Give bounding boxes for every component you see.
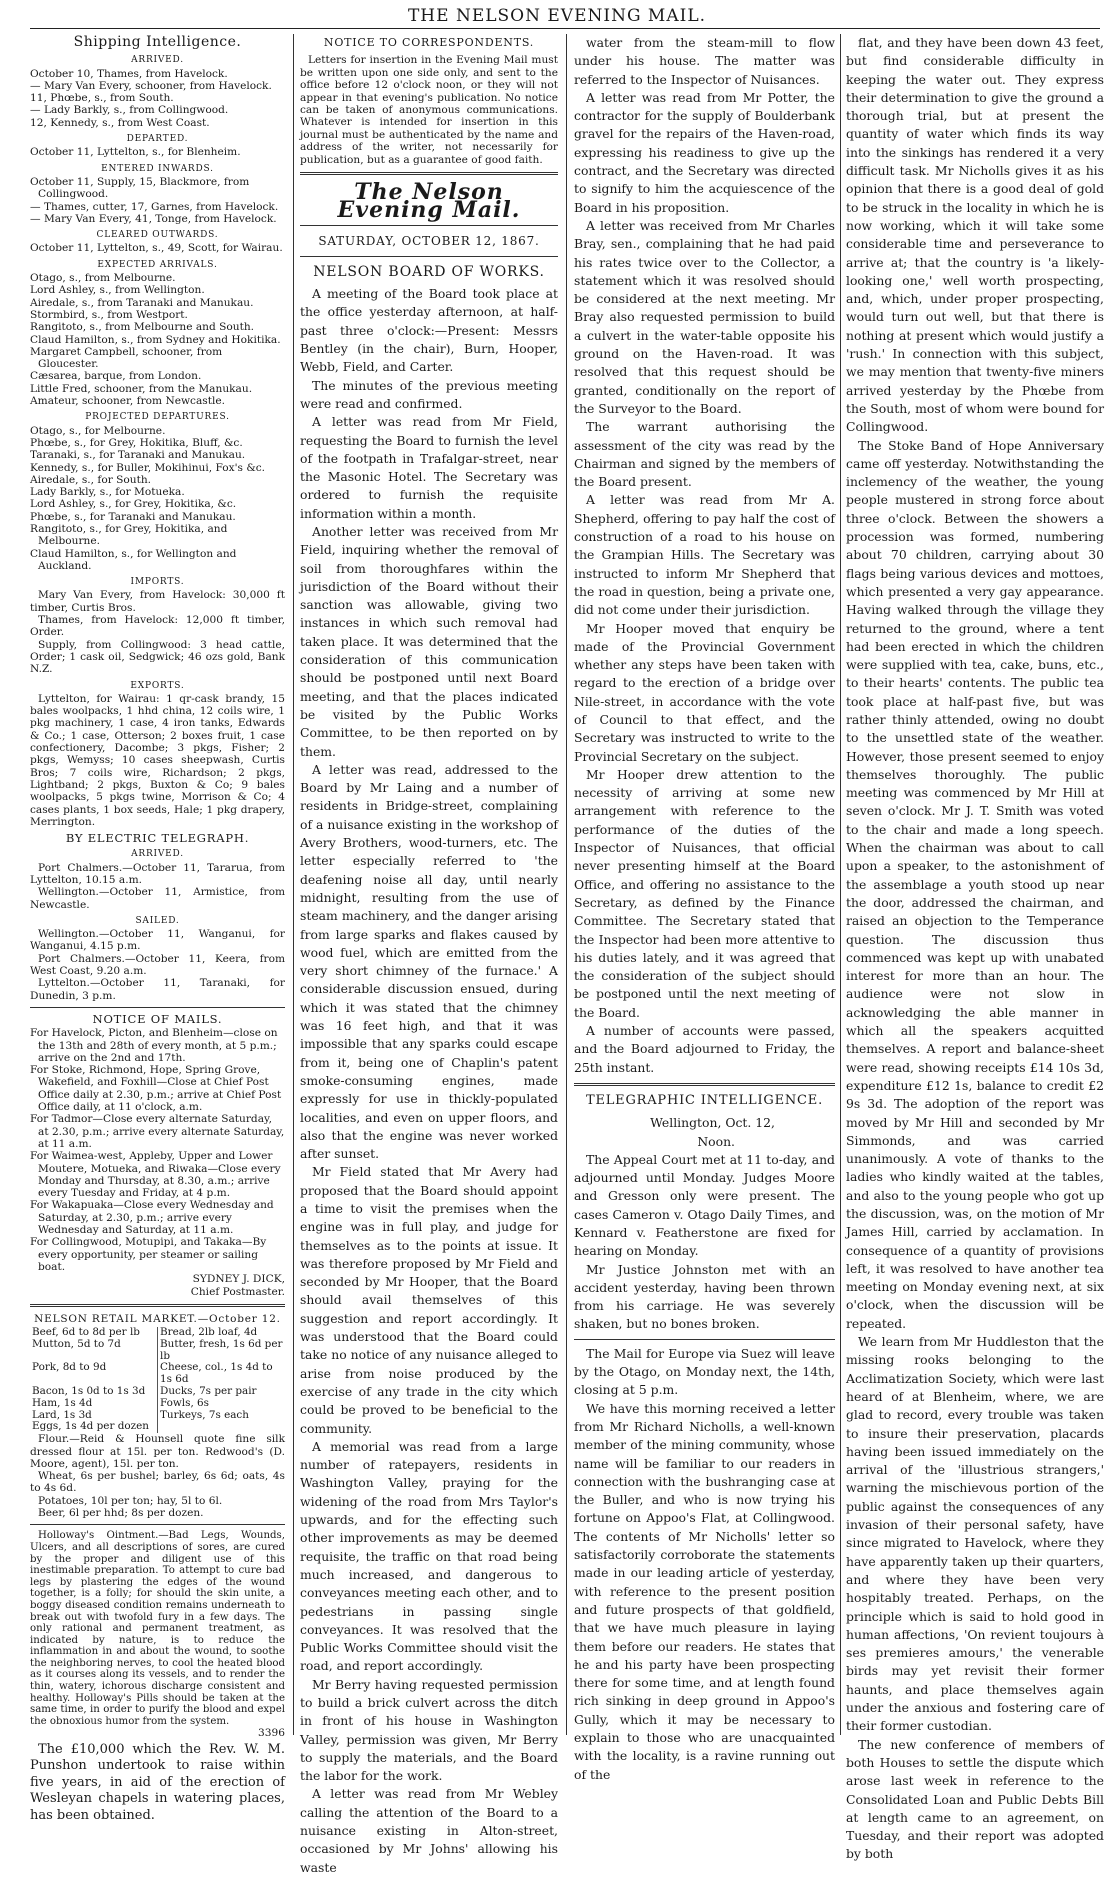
shipping-entry: Phœbe, s., for Grey, Hokitika, Bluff, &c. <box>30 436 243 449</box>
article-paragraph: A letter was read from Mr Field, requesting the Board to furnish the level of the footpath in Trafalgar-street, near the Masonic Hotel. The Secretary was ordered to furnish the requisite information within a month. <box>300 414 558 521</box>
market-cell: Eggs, 1s 4d per dozen <box>30 1421 158 1433</box>
mail-entry: For Wakapuaka—Close every Wednesday and Saturday, at 2.30, p.m.; arrive every Wednesday and Saturday, at 11 a.m. <box>30 1199 274 1237</box>
market-cell: Ham, 1s 4d <box>30 1398 158 1410</box>
telegraph-paragraph: Mr Justice Johnston met with an accident yesterday, having been thrown from his carriage. He was severely shaken, but no bones broken. <box>574 1261 835 1332</box>
article-paragraph: Mr Berry having requested permission to build a brick culvert across the ditch in front of his house in Washington Valley, permission was given, Mr Berry to supply the materials, and the Board the labor for the work. <box>300 1676 558 1784</box>
shipping-entry: — Mary Van Every, 41, Tonge, from Havelock. <box>30 212 277 225</box>
shipping-entry: 12, Kennedy, s., from West Coast. <box>30 116 210 129</box>
shipping-entry: — Lady Barkly, s., from Collingwood. <box>30 104 229 117</box>
punshon-paragraph: The £10,000 which the Rev. W. M. Punshon undertook to raise within five years, in aid of the erection of Wesleyan chapels in watering places, has been obtained. <box>30 1741 285 1823</box>
market-cell: Mutton, 5d to 7d <box>30 1339 158 1363</box>
shipping-entry: 11, Phœbe, s., from South. <box>30 92 174 105</box>
telegraph-entry: Lyttelton.—October 11, Taranaki, for Dunedin, 3 p.m. <box>30 977 285 1002</box>
section-heading: IMPORTS. <box>130 577 185 588</box>
article-paragraph: We learn from Mr Huddleston that the missing rooks belonging to the Acclimatization Society, which were last heard of at Blenheim, where, we are glad to record, every trouble was taken to insure their preservation, placards having been issued immediately on the arrival of the 'illustrious strangers,' warning the mischievous portion of the public against the consequences of any invasion of their personal safety, have since migrated to Havelock, where they have apparently taken up their quarters, and where they have been very hospitably treated. Perhaps, on the principle which is said to hold good in human affections, 'On revient toujours à ses premieres amours,' the venerable birds may yet revisit their former haunts, and place themselves again under the anxious and fostering care of their former custodian. <box>846 1334 1104 1734</box>
divider <box>300 225 558 226</box>
section-heading: EXPORTS. <box>130 680 185 691</box>
shipping-entry: Little Fred, schooner, from the Manukau. <box>30 382 253 395</box>
shipping-entry: Otago, s., from Melbourne. <box>30 272 176 285</box>
divider <box>30 1007 285 1008</box>
market-cell: Cheese, col., 1s 4d to 1s 6d <box>160 1361 273 1386</box>
shipping-entry: Lady Barkly, s., for Motueka. <box>30 486 185 499</box>
board-heading: NELSON BOARD OF WORKS. <box>313 263 545 280</box>
telegraph-heading: BY ELECTRIC TELEGRAPH. <box>65 831 250 846</box>
divider <box>30 1304 285 1307</box>
telegraphic-heading: TELEGRAPHIC INTELLIGENCE. <box>585 1092 824 1108</box>
shipping-entry: — Thames, cutter, 17, Garnes, from Havelock. <box>30 200 279 213</box>
advert-number: 3396 <box>258 1727 285 1740</box>
column-rule <box>566 34 567 1735</box>
divider <box>30 1524 285 1525</box>
article-paragraph: Mr Hooper moved that enquiry be made of the Provincial Government whether any steps have been taken with regard to the erection of a bridge over Nile-street, in accordance with the vote of Council to that effect, and the Secretary was instructed to write to the Provincial Secretary on the subject. <box>574 620 835 764</box>
market-row <box>30 1421 285 1433</box>
divider <box>574 1083 835 1086</box>
shipping-entry: Amateur, schooner, from Newcastle. <box>30 395 226 408</box>
shipping-entry: October 11, Lyttelton, s., 49, Scott, for Wairau. <box>30 242 283 255</box>
article-paragraph: Mr Hooper drew attention to the necessity of arriving at some new arrangement with reference to the performance of the duties of the Inspector of Nuisances, that official never presenting himself at the Board Office, and offering no assistance to the Secretary, as defined by the Finance Committee. The Secretary stated that the Inspector had been more attentive to his duties lately, and it was agreed that the consideration of the subject should be postponed until the next meeting of the Board. <box>574 766 835 1020</box>
notice-text: Letters for insertion in the Evening Mail must be written upon one side only, and sent to the office before 12 o'clock noon, or they will not appear in that evening's publication. No notice can be taken of anonymous communications. Whatever is intended for insertion in this journal must be authenticated by the name and address of the writer, not necessarily for publication, but as a guarantee of good faith. <box>300 54 558 166</box>
shipping-entry: October 11, Lyttelton, s., for Blenheim. <box>30 146 241 159</box>
article-paragraph: The minutes of the previous meeting were read and confirmed. <box>300 377 558 411</box>
market-cell: Lard, 1s 3d <box>30 1410 158 1422</box>
mail-entry: For Stoke, Richmond, Hope, Spring Grove, Wakefield, and Foxhill—Close at Chief Post Office daily at 2.30, p.m.; arrive at Chief Post Office daily, at 11 o'clock, a.m. <box>30 1064 282 1114</box>
shipping-entry: Otago, s., for Melbourne. <box>30 424 166 437</box>
shipping-title: Shipping Intelligence. <box>73 34 242 50</box>
market-row <box>30 1339 285 1363</box>
telegraph-entry: Wellington.—October 11, Wanganui, for Wanganui, 4.15 p.m. <box>30 928 285 953</box>
dateline-time: Noon. <box>697 1133 735 1149</box>
shipping-entry: — Mary Van Every, schooner, from Havelock. <box>30 79 272 92</box>
article-paragraph: A letter was read from Mr Potter, the contractor for the supply of Boulderbank gravel for the repairs of the Haven-road, expressing his readiness to give up the contract, and the Secretary was directed to signify to him the acquiescence of the Board in his proposition. <box>574 89 835 215</box>
divider <box>300 172 558 175</box>
section-heading: DEPARTED. <box>126 134 189 145</box>
section-heading: ARRIVED. <box>131 55 184 66</box>
column-3 <box>574 34 835 1782</box>
shipping-entry: Cæsarea, barque, from London. <box>30 370 202 383</box>
shipping-entry: Airedale, s., from Taranaki and Manukau. <box>30 296 254 309</box>
shipping-entry: Lord Ashley, s., for Grey, Hokitika, &c. <box>30 498 237 511</box>
shipping-entry: October 10, Thames, from Havelock. <box>30 67 228 80</box>
market-row <box>30 1398 285 1410</box>
article-paragraph: A number of accounts were passed, and the Board adjourned to Friday, the 25th instant. <box>574 1023 835 1075</box>
section-heading: CLEARED OUTWARDS. <box>96 230 219 241</box>
market-note: Flour.—Reid & Hounsell quote fine silk dressed flour at 15l. per ton. Redwood's (D. Moore, agent), 15l. per ton. <box>30 1433 285 1470</box>
shipping-entry: Claud Hamilton, s., for Wellington and Auckland. <box>30 547 237 572</box>
telegraph-entry: Port Chalmers.—October 11, Tararua, from Lyttelton, 10.15 a.m. <box>30 861 285 886</box>
shipping-entry: Rangitoto, s., from Melbourne and South. <box>30 321 255 334</box>
market-note: Potatoes, 10l per ton; hay, 5l to 6l. <box>38 1494 223 1507</box>
market-cell: Bacon, 1s 0d to 1s 3d <box>30 1386 158 1398</box>
market-cell: Ducks, 7s per pair <box>160 1385 257 1398</box>
import-entry: Thames, from Havelock: 12,000 ft timber, Order. <box>30 614 285 639</box>
section-heading: EXPECTED ARRIVALS. <box>97 259 218 270</box>
article-paragraph: water from the steam-mill to flow under his house. The matter was referred to the Inspector of Nuisances. <box>574 35 835 87</box>
section-heading: PROJECTED DEPARTURES. <box>85 412 230 423</box>
article-paragraph: A letter was received from Mr Charles Bray, sen., complaining that he had paid his rates twice over to the Collector, a statement which it was resolved should be considered at the next meeting. Mr Bray also requested permission to build a culvert in the water-table opposite his ground on the Haven-road. It was resolved that this request should be granted, conditionally on the report of the Surveyor to the Board. <box>574 217 835 416</box>
issue-date: SATURDAY, OCTOBER 12, 1867. <box>318 233 540 248</box>
column-2 <box>300 34 558 1875</box>
market-note: Wheat, 6s per bushel; barley, 6s 6d; oats, 4s to 4s 6d. <box>30 1470 285 1495</box>
shipping-entry: Phœbe, s., for Taranaki and Manukau. <box>30 510 236 523</box>
holloway-advert: Holloway's Ointment.—Bad Legs, Wounds, Ulcers, and all descriptions of sores, are cured by the proper and diligent use of this inestimable preparation. To attempt to cure bad legs by plastering the edges of the wound together, is a folly; for should the skin unite, a boggy diseased condition remains underneath to break out with twofold fury in a few days. The only rational and permanent treatment, as indicated by nature, is to reduce the inflammation in and about the wound, to soothe the neighboring nerves, to cool the heated blood as it courses along its vessels, and to render the thin, watery, ichorous discharge consistent and healthy. Holloway's Pills should be taken at the same time, in order to purify the blood and expel the obnoxious humor from the system. <box>30 1530 285 1727</box>
shipping-entry: Taranaki, s., for Taranaki and Manukau. <box>30 449 246 462</box>
market-cell: Butter, fresh, 1s 6d per lb <box>160 1337 283 1362</box>
section-heading: SAILED. <box>135 915 180 926</box>
market-cell <box>158 1421 286 1433</box>
paper-title: The Nelson Evening Mail. <box>337 178 521 224</box>
market-cell: Beef, 6d to 8d per lb <box>30 1327 158 1339</box>
market-cell: Bread, 2lb loaf, 4d <box>160 1326 258 1339</box>
column-rule <box>293 34 294 1735</box>
exports-text: Lyttelton, for Wairau: 1 qr-cask brandy, 15 bales woolpacks, 1 hhd china, 12 coils wire, 1 pkg machinery, 1 case, 4 iron tanks, Edwards & Co.; 1 case, Otterson; 2 boxes fruit, 1 case confectionery, Dacombe; 3 pkgs, Fisher; 2 pkgs, Wemyss; 10 cases sheepwash, Curtis Bros; 7 coils wire, Richardson; 2 pkgs, Lightband; 2 pkgs, Buxton & Co; 9 bales woolpacks, 5 pkgs twine, Morrison & Co; 4 cases plants, 1 box seeds, Hale; 1 pkg drapery, Merrington. <box>30 692 285 828</box>
column-1 <box>30 34 285 1823</box>
article-paragraph: A letter was read from Mr A. Shepherd, offering to pay half the cost of construction of a road to his house on the Grampian Hills. The Secretary was instructed to inform Mr Shepherd that the road in question, being a private one, did not come under their jurisdiction. <box>574 492 835 618</box>
article-paragraph: The warrant authorising the assessment of the city was read by the Chairman and signed by the members of the Board present. <box>574 419 835 490</box>
article-paragraph: The Stoke Band of Hope Anniversary came off yesterday. Notwithstanding the inclemency of the weather, the young people mustered in strong force about three o'clock. Between the showers a procession was formed, numbering about 70 children, carrying about 30 flags being various devices and mottoes, which presented a very gay appearance. Having walked through the village they returned to the ground, where a tent had been erected in which the children were supplied with tea, cake, buns, etc., to their hearts' contents. The public tea took place at half-past five, but was rather thinly attended, owing no doubt to the unsettled state of the weather. However, those present seemed to enjoy themselves thoroughly. The public meeting was commenced by Mr Hill at seven o'clock. Mr J. T. Smith was voted to the chair and made a long speech. When the chairman was about to call upon a speaker, to the astonishment of the assemblage a youth stood up near the door, addressed the chairman, and raised an objection to the Temperance question. The discussion thus commenced was kept up with unabated interest for more than an hour. The audience were not slow in acknowledging the able manner in which all the speakers acquitted themselves. A report and balance-sheet were read, showing receipts £14 10s 3d, expenditure £12 1s, balance to credit £2 9s 3d. The adoption of the report was moved by Mr Hill and seconded by Mr Simmonds, and was carried unanimously. A vote of thanks to the ladies who kindly waited at the tables, and also to the young people who got up the discussion, was, on the motion of Mr James Hill, carried by acclamation. In consequence of a quantity of provisions left, it was resolved to have another tea meeting on Monday evening next, at six o'clock, when the discussion will be repeated. <box>846 437 1104 1331</box>
market-row <box>30 1362 285 1386</box>
article-paragraph: The new conference of members of both Houses to settle the dispute which arose last week in reference to the Consolidated Loan and Public Debts Bill at length came to an agreement, on Tuesday, and their report was adopted by both <box>846 1736 1104 1862</box>
mail-entry: For Havelock, Picton, and Blenheim—close on the 13th and 28th of every month, at 5 p.m.; arrive on the 2nd and 17th. <box>30 1027 278 1064</box>
shipping-entry: Claud Hamilton, s., from Sydney and Hokitika. <box>30 333 281 346</box>
article-paragraph: Another letter was received from Mr Field, inquiring whether the removal of soil from thoroughfares within the jurisdiction of the Board without their sanction was allowable, giving two instances in which such removal had taken place. It was determined that the consideration of this communication should be postponed until next Board meeting, and that the places indicated be visited by the Public Works Committee, to be then reported on by them. <box>300 524 558 759</box>
mail-entry: For Tadmor—Close every alternate Saturday, at 2.30, p.m.; arrive every alternate Saturday, at 11 a.m. <box>30 1113 285 1150</box>
masthead: THE NELSON EVENING MAIL. <box>407 6 707 26</box>
market-note: Beer, 6l per hhd; 8s per dozen. <box>38 1507 204 1520</box>
article-paragraph: A letter was read from Mr Webley calling the attention of the Board to a nuisance existing in Alton-street, occasioned by Mr Johns' allowing his waste <box>300 1786 558 1875</box>
article-paragraph: Mr Field stated that Mr Avery had proposed that the Board should appoint a time to visit the premises when the engine was in full play, and judge for themselves as to the points at issue. It was therefore proposed by Mr Field and seconded by Mr Hooper, that the Board should avail themselves of this suggestion and report accordingly. It was understood that the Board could take no notice of any nuisance alleged to arise from noise produced by the exercise of any trade in the city which could be proved to be beneficial to the community. <box>300 1164 558 1436</box>
shipping-entry: Rangitoto, s., for Grey, Hokitika, and Melbourne. <box>30 522 228 548</box>
divider <box>574 1339 835 1340</box>
mails-heading: NOTICE OF MAILS. <box>92 1011 223 1026</box>
market-cell: Turkeys, 7s each <box>160 1408 249 1421</box>
dateline-place: Wellington, Oct. 12, <box>650 1115 775 1131</box>
europe-mail-paragraph: The Mail for Europe via Suez will leave by the Otago, on Monday next, the 14th, closing at 5 p.m. <box>574 1345 835 1398</box>
telegraph-entry: Wellington.—October 11, Armistice, from Newcastle. <box>30 886 285 911</box>
market-cell: Fowls, 6s <box>160 1396 209 1409</box>
article-paragraph: A letter was read, addressed to the Board by Mr Laing and a number of residents in Bridge-street, complaining of a nuisance existing in the workshop of Avery Brothers, wood-turners, etc. The letter especially referred to 'the deafening noise all day, until nearly midnight, resulting from the use of steam machinery, and the danger arising from large sparks and flakes caused by wood fuel, which are emitted from the very short chimney of the furnace.' A considerable discussion ensued, during which it was stated that the chimney was 16 feet high, and that it was impossible that any sparks could escape from it, being one of Chaplin's patent smoke-consuming engines, made expressly for use in thickly-populated localities, and even on upper floors, and also that the engine was never worked after sunset. <box>300 761 558 1162</box>
shipping-entry: Airedale, s., for South. <box>30 473 152 486</box>
mail-entry: For Collingwood, Motupipi, and Takaka—By every opportunity, per steamer or sailing boat. <box>30 1236 267 1273</box>
shipping-entry: Stormbird, s., from Westport. <box>30 308 188 321</box>
article-paragraph: flat, and they have been down 43 feet, but find considerable difficulty in keeping the water out. They express their determination to give the ground a thorough trial, but at present the quantity of water which finds its way into the sinkings has rendered it a very difficult task. Mr Nicholls gives it as his opinion that there is a good deal of gold to be struck in the locality in which he is now working, which it will take some considerable time and perseverance to arrive at; that the country is 'a likely-looking one,' well worth prospecting, and, which, under proper prospecting, would turn out well, but that there is nothing at present which would justify a 'rush.' In connection with this subject, we may mention that twenty-five miners arrived yesterday by the Phœbe from the South, most of whom were bound for Collingwood. <box>846 35 1104 435</box>
article-paragraph: A memorial was read from a large number of ratepayers, residents in Washington Valley, praying for the widening of the road from Mrs Taylor's upwards, and for the effecting such other improvements as may be deemed requisite, the traffic on that road being much increased, and dangerous to conveyances meeting each other, and to pedestrians in passing single conveyances. It was resolved that the Public Works Committee should visit the road, and report accordingly. <box>300 1438 558 1674</box>
notice-heading: NOTICE TO CORRESPONDENTS. <box>323 36 535 49</box>
nicholls-paragraph: We have this morning received a letter from Mr Richard Nicholls, a well-known member of the mining community, whose name will be familiar to our readers in connection with the bushranging case at the Buller, and who is now trying his fortune on Appoo's Flat, at Collingwood. The contents of Mr Nicholls' letter so satisfactorily corroborate the statements made in our leading article of yesterday, with reference to the present position and future prospects of that goldfield, that we have much pleasure in laying them before our readers. He states that he and his party have been prospecting there for some time, and at length found rich sinking in deep ground in Appoo's Gully, which it may be necessary to explain to those who are unacquainted with the locality, is a ravine running out of the <box>574 1400 835 1782</box>
shipping-entry: Lord Ashley, s., from Wellington. <box>30 284 205 297</box>
mail-entry: For Waimea-west, Appleby, Upper and Lower Moutere, Motueka, and Riwaka—Close every Monday and Thursday, at 8.30, a.m.; arrive every Tuesday and Friday, at 4 p.m. <box>30 1150 281 1200</box>
import-entry: Mary Van Every, from Havelock: 30,000 ft timber, Curtis Bros. <box>30 589 285 614</box>
masthead-rule <box>30 28 1100 29</box>
market-heading: NELSON RETAIL MARKET.—October 12. <box>34 1312 281 1325</box>
section-heading: ENTERED INWARDS. <box>101 163 214 174</box>
article-paragraph: A meeting of the Board took place at the office yesterday afternoon, at half-past three o'clock:—Present: Messrs Bentley (in the chair), Burn, Hooper, Webb, Field, and Carter. <box>300 286 558 375</box>
mails-signature-title: Chief Postmaster. <box>190 1285 285 1298</box>
telegraph-paragraph: The Appeal Court met at 11 to-day, and adjourned until Monday. Judges Moore and Gresson only were present. The cases Cameron v. Otago Daily Times, and Kennard v. Featherstone are fixed for hearing on Monday. <box>574 1151 835 1259</box>
column-4 <box>846 34 1104 1862</box>
divider <box>300 256 558 257</box>
market-cell: Pork, 8d to 9d <box>30 1362 158 1386</box>
shipping-entry: Kennedy, s., for Buller, Mokihinui, Fox's &c. <box>30 461 266 474</box>
mails-signature: SYDNEY J. DICK, <box>192 1273 285 1286</box>
import-entry: Supply, from Collingwood: 3 head cattle, Order; 1 cask oil, Sedgwick; 46 ozs gold, Bank N.Z. <box>30 638 285 676</box>
shipping-entry: Margaret Campbell, schooner, from Gloucester. <box>30 345 223 371</box>
telegraph-entry: Port Chalmers.—October 11, Keera, from West Coast, 9.20 a.m. <box>30 952 285 978</box>
shipping-entry: October 11, Supply, 15, Blackmore, from Collingwood. <box>30 175 250 201</box>
section-heading: ARRIVED. <box>131 849 184 860</box>
column-rule <box>840 34 841 1735</box>
market-table <box>30 1327 285 1433</box>
